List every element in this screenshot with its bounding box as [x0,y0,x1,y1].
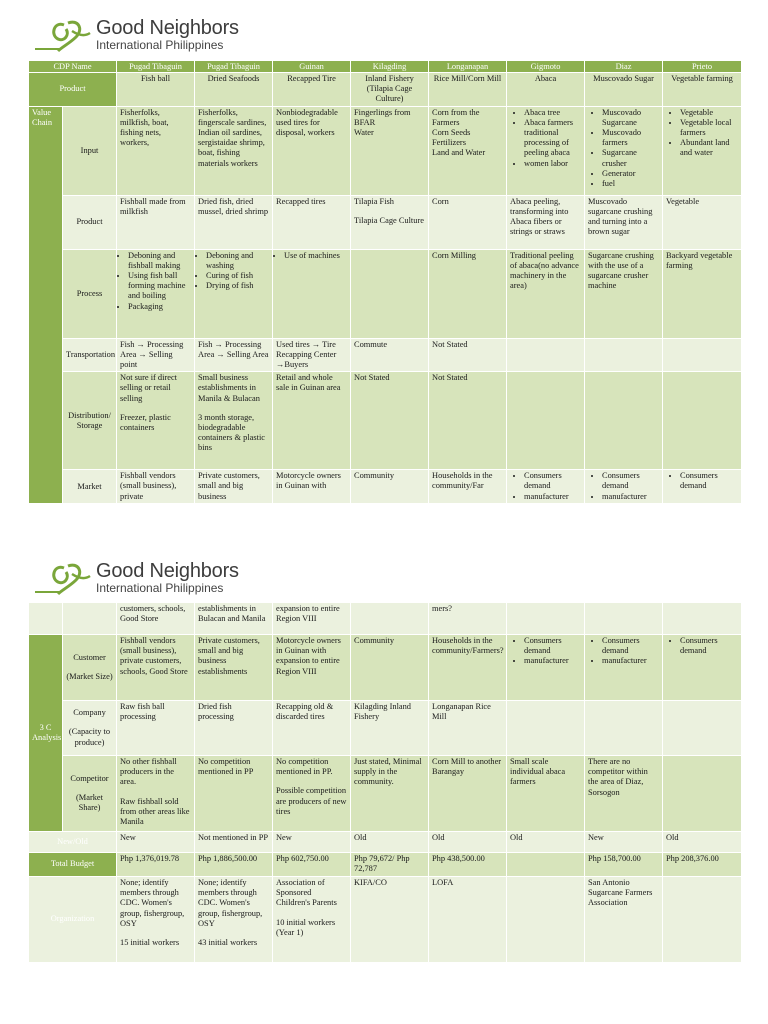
cell-line: Fertilizers [432,138,466,148]
table-cell [351,195,429,249]
table-cell: Not mentioned in PP [195,832,273,853]
list-item: • Abundant land and water [680,138,738,158]
product-cell: Dried Seafoods [195,73,273,107]
table-cell [507,853,585,877]
table-cell [663,338,742,372]
table-cell: Corn Mill to another Barangay [429,756,507,832]
customer-row [29,635,742,701]
cell-line: Corn Seeds [432,128,471,138]
table-cell [663,603,742,635]
list-item: • manufacturer [602,492,659,502]
table-cell: Retail and whole sale in Guinan area [273,372,351,470]
cell-line: Tilapia Fish [354,196,394,206]
header-row [29,61,742,73]
table-cell: Php 208,376.00 [663,853,742,877]
table-cell [507,701,585,756]
table-cell: Fish → Processing Area → Selling point [117,338,195,372]
good-neighbors-logo-icon [34,560,94,596]
table-cell [507,372,585,470]
cell-line: None; identify members through CDC. Women's group, fishergroup, OSY [120,878,185,928]
list-item: • Consumers demand [680,471,738,491]
market-row [29,470,742,504]
good-neighbors-logo-icon [34,17,94,53]
table-cell: Fishball vendors (small business), private [117,470,195,504]
table-cell [663,470,742,504]
table-cell: Fisherfolks, milkfish, boat, fishing nets, workers, [117,106,195,195]
table-cell [585,470,663,504]
table-cell: Corn Milling [429,249,507,338]
continued-row [29,603,742,635]
cell-line: No competition mentioned in PP. [276,757,333,777]
list-item: • Deboning and washing [206,251,269,271]
label-line: (Market Share) [76,792,103,813]
list-item: • Vegetable local farmers [680,118,738,138]
logo-name: Good Neighbors [96,560,239,582]
table-cell: Private customers, small and big business establishments [195,635,273,701]
transport-row [29,338,742,372]
table-cell: Fisherfolks, fingerscale sardines, Indian oil sardines, sergistaidae shrimp, boat, fishing materials workers [195,106,273,195]
value-chain-table [28,60,742,504]
table-cell: Php 1,886,500.00 [195,853,273,877]
table-cell: Commute [351,338,429,372]
list-item: • Drying of fish [206,281,269,291]
list-item: • women labor [524,159,581,169]
table-cell: Sugarcane crushing with the use of a sugarcane crusher machine [585,249,663,338]
table-cell: Php 602,750.00 [273,853,351,877]
table-cell: expansion to entire Region VIII [273,603,351,635]
table-cell [507,635,585,701]
product-row [29,73,742,107]
table-cell: Motorcycle owners in Guinan with [273,470,351,504]
table-cell: Php 438,500.00 [429,853,507,877]
header-col-7: Diaz [585,61,663,73]
table-cell [117,756,195,832]
product-cell: Rice Mill/Corn Mill [429,73,507,107]
table-cell [273,877,351,963]
cell-line: No other fishball producers in the area. [120,757,177,787]
budget-label: Total Budget [29,853,117,877]
table-cell: Kilagding Inland Fishery [351,701,429,756]
market-label: Market [63,470,117,504]
header-col-4: Kilagding [351,61,429,73]
list-item: • fuel [602,179,659,189]
distribution-label: Distribution/ Storage [63,372,117,470]
logo-name: Good Neighbors [96,17,239,39]
table-cell: establishments in Bulacan and Manila [195,603,273,635]
table-cell: mers? [429,603,507,635]
table-cell: Php 1,376,019.78 [117,853,195,877]
table-cell [351,106,429,195]
product-detail-row [29,195,742,249]
table-cell: Abaca peeling, transforming into Abaca fibers or strings or straws [507,195,585,249]
table-cell: Private customers, small and big business [195,470,273,504]
product-cell: Muscovado Sugar [585,73,663,107]
cell-line: Not sure if direct selling or retail selling [120,373,177,403]
table-cell: No competition mentioned in PP [195,756,273,832]
transport-label: Transportation [63,338,117,372]
list-item: • manufacturer [524,492,581,502]
table-cell: Fishball vendors (small business), private customers, schools, Good Store [117,635,195,701]
table-cell: Traditional peeling of abaca(no advance machinery in the area) [507,249,585,338]
header-col-3: Guinan [273,61,351,73]
table-cell: Old [663,832,742,853]
table-cell: Corn [429,195,507,249]
table-cell: New [585,832,663,853]
cell-line: Small business establishments in Manila & Bulacan [198,373,260,403]
list-item: • Generator [602,169,659,179]
table-cell: LOFA [429,877,507,963]
label-line: (Capacity to produce) [68,727,111,747]
list-item: • Use of machines [284,251,347,261]
table-cell: New [273,832,351,853]
table-cell [507,603,585,635]
newold-row [29,832,742,853]
label-line: (Market Size) [66,672,113,681]
table-cell [585,701,663,756]
label-line: Company [73,708,106,718]
table-cell: Backyard vegetable farming [663,249,742,338]
table-cell: Dried fish, dried mussel, dried shrimp [195,195,273,249]
process-row [29,249,742,338]
table-cell [585,372,663,470]
cell-line: Land and Water [432,148,486,158]
header-col-2: Pugad Tibaguin [195,61,273,73]
table-cell: Not Stated [429,338,507,372]
input-row [29,106,742,195]
header-col-1: Pugad Tibaguin [117,61,195,73]
table-cell: Fish → Processing Area → Selling Area [195,338,273,372]
list-item: • Consumers demand [680,636,738,656]
table-cell [507,338,585,372]
continued-group-cell [29,603,63,635]
table-cell [117,249,195,338]
list-item: • manufacturer [602,656,659,666]
list-item: • Consumers demand [524,471,581,491]
competitor-row [29,756,742,832]
cell-line: Possible competition are producers of new tires [276,786,347,816]
table-cell: Old [351,832,429,853]
table-cell [663,877,742,963]
company-label [63,701,117,756]
table-cell: Recapping old & discarded tires [273,701,351,756]
header-col-8: Prieto [663,61,742,73]
list-item: • Curing of fish [206,271,269,281]
organization-label: Organization [29,877,117,963]
table-cell: Raw fish ball processing [117,701,195,756]
table-cell: New [117,832,195,853]
product-cell: Abaca [507,73,585,107]
table-cell: Longanapan Rice Mill [429,701,507,756]
analysis-label: 3 C Analysis [29,635,63,832]
product-cell: Inland Fishery (Tilapia Cage Culture) [351,73,429,107]
table-cell: Motorcycle owners in Guinan with expansion to entire Region VIII [273,635,351,701]
table-cell: San Antonio Sugarcane Farmers Association [585,877,663,963]
table-cell: Old [507,832,585,853]
company-row [29,701,742,756]
cell-line: None; identify members through CDC. Women's group, fishergroup, OSY [198,878,263,928]
product-detail-label: Product [63,195,117,249]
value-chain-label: Value Chain [29,106,63,504]
table-cell: KIFA/CO [351,877,429,963]
table-cell: Just stated, Minimal supply in the community. [351,756,429,832]
table-cell: Old [429,832,507,853]
product-cell: Fish ball [117,73,195,107]
cell-line: Corn from the Farmers [432,107,480,127]
table-cell: Fishball made from milkfish [117,195,195,249]
table-cell: Households in the community/Far [429,470,507,504]
logo-top [34,17,274,57]
table-cell [585,635,663,701]
list-item: • manufacturer [524,656,581,666]
competitor-label [63,756,117,832]
table-cell: Muscovado sugarcane crushing and turning into a brown sugar [585,195,663,249]
cell-line: Raw fishball sold from other areas like Manila [120,796,190,827]
table-cell: Small scale individual abaca farmers [507,756,585,832]
list-item: • Consumers demand [524,636,581,656]
organization-row [29,877,742,963]
list-item: • Sugarcane crusher [602,148,659,168]
logo-subtitle: International Philippines [96,581,224,595]
table-cell [585,106,663,195]
table-cell [663,372,742,470]
table-cell [507,470,585,504]
table-cell [195,249,273,338]
table-cell [195,877,273,963]
label-line: Customer [73,652,106,662]
budget-row [29,853,742,877]
table-cell [273,756,351,832]
cell-line: 15 initial workers [120,938,180,948]
table-cell: Not Stated [429,372,507,470]
table-cell: Households in the community/Farmers? [429,635,507,701]
process-label: Process [63,249,117,338]
input-label: Input [63,106,117,195]
product-cell: Vegetable farming [663,73,742,107]
table-cell: Php 158,700.00 [585,853,663,877]
cell-line: 3 month storage, biodegradable containers & plastic bins [198,412,265,453]
table-cell [663,106,742,195]
table-cell [117,877,195,963]
table-cell [507,877,585,963]
header-cdp-name: CDP Name [29,61,117,73]
cell-line: Freezer, plastic containers [120,412,171,433]
table-cell: Community [351,635,429,701]
table-cell: Not Stated [351,372,429,470]
label-line: Competitor [70,773,109,783]
table-cell: Nonbiodegradable used tires for disposal, workers [273,106,351,195]
list-item: • Vegetable [680,108,738,118]
list-item: • Consumers demand [602,471,659,491]
cell-line: 10 initial workers (Year 1) [276,917,336,937]
list-item: • Using fish ball forming machine and boiling [128,271,191,302]
list-item: • Abaca farmers traditional processing of peeling abaca [524,118,581,159]
table-cell [273,249,351,338]
table-cell: There are no competitor within the area of Diaz, Sorsogon [585,756,663,832]
table-cell: Php 79,672/ Php 72,787 [351,853,429,877]
table-cell [585,338,663,372]
list-item: • Packaging [128,302,191,312]
table-cell [195,372,273,470]
customer-label [63,635,117,701]
analysis-table [28,602,742,963]
table-cell [507,106,585,195]
table-cell: Vegetable [663,195,742,249]
table-cell [351,249,429,338]
header-col-5: Longanapan [429,61,507,73]
list-item: • Deboning and fishball making [128,251,191,271]
table-cell: customers, schools, Good Store [117,603,195,635]
header-col-6: Gigmoto [507,61,585,73]
product-label: Product [29,73,117,107]
list-item: • Muscovado Sugarcane [602,108,659,128]
list-item: • Muscovado farmers [602,128,659,148]
table-cell [117,372,195,470]
newold-label: New/Old [29,832,117,853]
table-cell: Recapped tires [273,195,351,249]
cell-line: Association of Sponsored Children's Parents [276,878,337,908]
cell-line: Fingerlings from BFAR [354,107,411,127]
table-cell: Dried fish processing [195,701,273,756]
table-cell: Community [351,470,429,504]
table-cell [663,756,742,832]
table-cell [663,701,742,756]
table-cell [63,603,117,635]
table-cell: Used tires → Tire Recapping Center →Buyers [273,338,351,372]
table-cell [663,635,742,701]
cell-line: Tilapia Cage Culture [354,215,424,225]
product-cell: Recapped Tire [273,73,351,107]
logo-bottom [34,560,274,600]
distribution-row [29,372,742,470]
table-cell [585,603,663,635]
logo-subtitle: International Philippines [96,38,224,52]
list-item: • Abaca tree [524,108,581,118]
table-cell [429,106,507,195]
cell-line: 43 initial workers [198,938,258,948]
list-item: • Consumers demand [602,636,659,656]
table-cell [351,603,429,635]
cell-line: Water [354,128,374,138]
